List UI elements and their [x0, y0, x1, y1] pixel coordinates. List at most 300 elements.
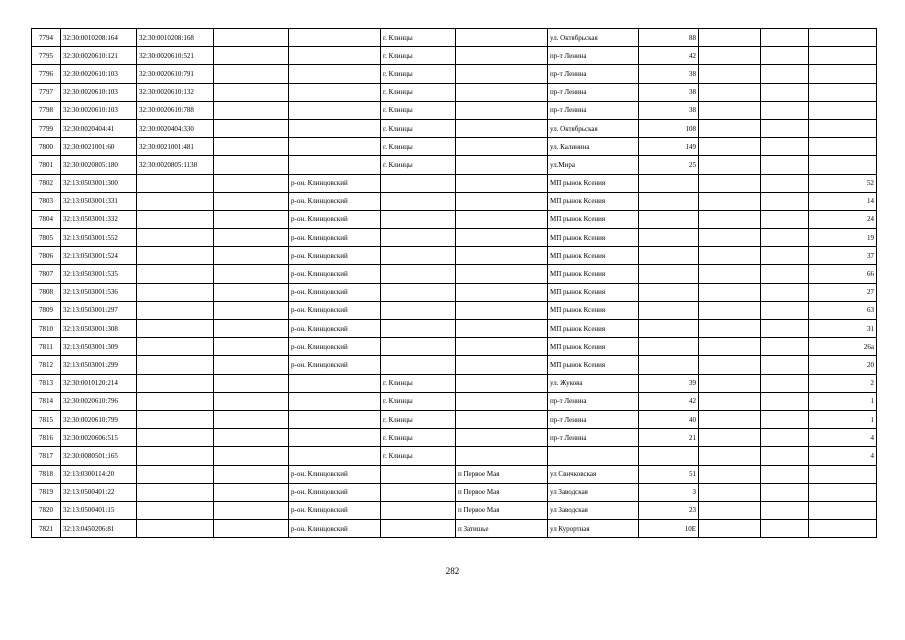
- cell-field-4: [214, 392, 289, 410]
- cell-row-number: 7808: [32, 283, 61, 301]
- cell-field-12: 26а: [809, 338, 877, 356]
- cell-cadastral-number-2: 32:30:0020805:1138: [137, 156, 214, 174]
- cell-settlement: [456, 338, 548, 356]
- cell-row-number: 7806: [32, 247, 61, 265]
- cell-field-4: [214, 192, 289, 210]
- cell-field-11: [761, 392, 809, 410]
- cell-row-number: 7810: [32, 320, 61, 338]
- cell-house-number: 25: [639, 156, 699, 174]
- cell-field-10: [699, 65, 761, 83]
- cell-district: р-он. Клинцовский: [289, 483, 381, 501]
- cell-field-12: 66: [809, 265, 877, 283]
- cell-district: [289, 65, 381, 83]
- cell-cadastral-number-2: [137, 174, 214, 192]
- cell-field-11: [761, 374, 809, 392]
- cell-row-number: 7800: [32, 138, 61, 156]
- cell-street: ул Курортная: [548, 520, 639, 538]
- cell-district: р-он. Клинцовский: [289, 320, 381, 338]
- cell-cadastral-number: 32:30:0020610:103: [61, 65, 137, 83]
- cell-house-number: [639, 338, 699, 356]
- cell-house-number: 3: [639, 483, 699, 501]
- cell-house-number: 149: [639, 138, 699, 156]
- cell-field-4: [214, 429, 289, 447]
- table-row: [32, 83, 877, 101]
- cell-district: р-он. Клинцовский: [289, 501, 381, 519]
- cell-district: р-он. Клинцовский: [289, 192, 381, 210]
- cell-cadastral-number: 32:13:0503001:299: [61, 356, 137, 374]
- cell-field-12: [809, 65, 877, 83]
- cell-settlement: [456, 83, 548, 101]
- cell-field-12: 1: [809, 410, 877, 428]
- cell-row-number: 7818: [32, 465, 61, 483]
- cell-house-number: [639, 356, 699, 374]
- cell-field-11: [761, 156, 809, 174]
- cell-street: ул.Мира: [548, 156, 639, 174]
- table-row: [32, 429, 877, 447]
- cell-cadastral-number-2: [137, 520, 214, 538]
- cell-settlement: п Затишье: [456, 520, 548, 538]
- cell-city: [381, 229, 456, 247]
- cell-house-number: 40: [639, 410, 699, 428]
- cell-field-4: [214, 229, 289, 247]
- table-row: [32, 229, 877, 247]
- cell-field-10: [699, 229, 761, 247]
- cell-house-number: 10Е: [639, 520, 699, 538]
- cell-field-4: [214, 320, 289, 338]
- cell-field-10: [699, 156, 761, 174]
- cell-field-11: [761, 138, 809, 156]
- cell-field-11: [761, 447, 809, 465]
- table-row: [32, 210, 877, 228]
- cell-cadastral-number: 32:13:0503001:308: [61, 320, 137, 338]
- cell-field-10: [699, 356, 761, 374]
- cell-cadastral-number: 32:30:0020610:103: [61, 101, 137, 119]
- cell-district: р-он. Клинцовский: [289, 265, 381, 283]
- cell-house-number: [639, 301, 699, 319]
- cell-field-4: [214, 410, 289, 428]
- cell-field-11: [761, 247, 809, 265]
- cell-house-number: 38: [639, 83, 699, 101]
- cell-settlement: [456, 247, 548, 265]
- cell-street: пр-т Ленина: [548, 101, 639, 119]
- cell-field-10: [699, 210, 761, 228]
- cell-city: [381, 483, 456, 501]
- cell-cadastral-number-2: [137, 374, 214, 392]
- cell-field-11: [761, 119, 809, 137]
- cell-cadastral-number-2: 32:30:0020610:788: [137, 101, 214, 119]
- cell-settlement: [456, 447, 548, 465]
- cell-cadastral-number-2: [137, 501, 214, 519]
- cell-district: [289, 392, 381, 410]
- cell-field-11: [761, 301, 809, 319]
- cell-cadastral-number-2: [137, 210, 214, 228]
- cell-field-11: [761, 229, 809, 247]
- cell-cadastral-number: 32:30:0020805:180: [61, 156, 137, 174]
- cell-settlement: [456, 29, 548, 47]
- cell-cadastral-number-2: [137, 338, 214, 356]
- cell-cadastral-number: 32:13:0450206:81: [61, 520, 137, 538]
- cell-field-11: [761, 192, 809, 210]
- cell-field-12: [809, 29, 877, 47]
- cell-field-10: [699, 501, 761, 519]
- cell-settlement: [456, 101, 548, 119]
- cell-cadastral-number-2: 32:30:0020610:521: [137, 47, 214, 65]
- cell-settlement: [456, 374, 548, 392]
- cell-row-number: 7797: [32, 83, 61, 101]
- cell-row-number: 7807: [32, 265, 61, 283]
- cell-cadastral-number: 32:30:0020610:103: [61, 83, 137, 101]
- table-row: [32, 119, 877, 137]
- cell-field-4: [214, 247, 289, 265]
- table-row: [32, 320, 877, 338]
- cell-settlement: [456, 356, 548, 374]
- cell-field-12: 27: [809, 283, 877, 301]
- cell-settlement: [456, 320, 548, 338]
- table-row: [32, 410, 877, 428]
- cell-house-number: [639, 265, 699, 283]
- page-number: 282: [445, 566, 460, 576]
- cell-city: г. Клинцы: [381, 83, 456, 101]
- cell-street: МП рынок Ксения: [548, 247, 639, 265]
- cell-city: [381, 283, 456, 301]
- cell-street: ул. Калинина: [548, 138, 639, 156]
- cell-row-number: 7804: [32, 210, 61, 228]
- cell-cadastral-number: 32:30:0080501:165: [61, 447, 137, 465]
- cell-city: [381, 174, 456, 192]
- cell-city: г. Клинцы: [381, 429, 456, 447]
- cell-settlement: [456, 119, 548, 137]
- cell-field-10: [699, 192, 761, 210]
- cell-district: [289, 138, 381, 156]
- cell-field-4: [214, 138, 289, 156]
- cell-row-number: 7795: [32, 47, 61, 65]
- cell-house-number: [639, 320, 699, 338]
- cell-house-number: 42: [639, 392, 699, 410]
- cell-street: МП рынок Ксения: [548, 338, 639, 356]
- cell-cadastral-number: 32:13:0503001:536: [61, 283, 137, 301]
- cell-field-10: [699, 174, 761, 192]
- cell-field-10: [699, 410, 761, 428]
- cell-field-10: [699, 247, 761, 265]
- cell-field-4: [214, 465, 289, 483]
- table-row: [32, 101, 877, 119]
- cell-district: [289, 119, 381, 137]
- cell-house-number: 108: [639, 119, 699, 137]
- cell-row-number: 7805: [32, 229, 61, 247]
- cell-row-number: 7802: [32, 174, 61, 192]
- cell-field-4: [214, 520, 289, 538]
- cell-field-10: [699, 320, 761, 338]
- cell-field-4: [214, 210, 289, 228]
- cell-row-number: 7821: [32, 520, 61, 538]
- cell-cadastral-number-2: [137, 301, 214, 319]
- cell-settlement: [456, 283, 548, 301]
- cell-district: р-он. Клинцовский: [289, 356, 381, 374]
- cell-street: МП рынок Ксения: [548, 265, 639, 283]
- cell-street: МП рынок Ксения: [548, 229, 639, 247]
- table-row: [32, 356, 877, 374]
- cell-field-11: [761, 83, 809, 101]
- cell-street: МП рынок Ксения: [548, 174, 639, 192]
- cell-field-11: [761, 283, 809, 301]
- cell-field-4: [214, 174, 289, 192]
- cell-field-10: [699, 483, 761, 501]
- cell-field-4: [214, 301, 289, 319]
- cell-field-12: 19: [809, 229, 877, 247]
- cell-settlement: [456, 192, 548, 210]
- cell-field-11: [761, 210, 809, 228]
- cell-cadastral-number: 32:30:0010120:214: [61, 374, 137, 392]
- cell-city: [381, 465, 456, 483]
- cell-field-11: [761, 465, 809, 483]
- cell-settlement: [456, 156, 548, 174]
- cell-street: МП рынок Ксения: [548, 192, 639, 210]
- cell-row-number: 7798: [32, 101, 61, 119]
- cell-row-number: 7816: [32, 429, 61, 447]
- cell-field-4: [214, 447, 289, 465]
- cell-field-4: [214, 47, 289, 65]
- cell-row-number: 7803: [32, 192, 61, 210]
- cell-house-number: 51: [639, 465, 699, 483]
- cell-cadastral-number: 32:13:0503001:535: [61, 265, 137, 283]
- cell-district: р-он. Клинцовский: [289, 283, 381, 301]
- cell-city: [381, 356, 456, 374]
- cell-house-number: [639, 229, 699, 247]
- cell-street: МП рынок Ксения: [548, 283, 639, 301]
- cell-city: [381, 192, 456, 210]
- cell-cadastral-number-2: [137, 429, 214, 447]
- cell-city: [381, 320, 456, 338]
- cell-field-11: [761, 429, 809, 447]
- table-row: [32, 156, 877, 174]
- cell-settlement: [456, 210, 548, 228]
- cell-house-number: 38: [639, 101, 699, 119]
- cell-field-10: [699, 520, 761, 538]
- cell-field-10: [699, 47, 761, 65]
- cell-house-number: [639, 283, 699, 301]
- cell-cadastral-number-2: [137, 483, 214, 501]
- cell-settlement: п Первое Мая: [456, 483, 548, 501]
- table-row: [32, 520, 877, 538]
- table-row: [32, 465, 877, 483]
- cell-settlement: [456, 47, 548, 65]
- cell-field-11: [761, 265, 809, 283]
- cell-street: пр-т Ленина: [548, 429, 639, 447]
- cell-field-11: [761, 483, 809, 501]
- cell-cadastral-number: 32:30:0010208:164: [61, 29, 137, 47]
- table-row: [32, 138, 877, 156]
- cell-city: г. Клинцы: [381, 138, 456, 156]
- cell-city: г. Клинцы: [381, 29, 456, 47]
- cell-district: р-он. Клинцовский: [289, 174, 381, 192]
- cell-field-10: [699, 447, 761, 465]
- cell-field-10: [699, 29, 761, 47]
- cell-field-4: [214, 265, 289, 283]
- cell-city: [381, 501, 456, 519]
- cell-city: г. Клинцы: [381, 65, 456, 83]
- table-row: [32, 374, 877, 392]
- cell-field-11: [761, 338, 809, 356]
- table-row: [32, 174, 877, 192]
- cell-house-number: 21: [639, 429, 699, 447]
- cell-field-12: [809, 83, 877, 101]
- cell-cadastral-number: 32:13:0503001:332: [61, 210, 137, 228]
- cell-field-4: [214, 356, 289, 374]
- table-row: [32, 65, 877, 83]
- cell-field-10: [699, 338, 761, 356]
- cell-row-number: 7813: [32, 374, 61, 392]
- cell-district: р-он. Клинцовский: [289, 229, 381, 247]
- cell-field-12: [809, 483, 877, 501]
- cell-house-number: 88: [639, 29, 699, 47]
- cell-field-10: [699, 283, 761, 301]
- cell-field-11: [761, 47, 809, 65]
- cell-field-12: 52: [809, 174, 877, 192]
- cell-settlement: п Первое Мая: [456, 501, 548, 519]
- cell-field-11: [761, 410, 809, 428]
- cell-settlement: [456, 174, 548, 192]
- cell-field-11: [761, 520, 809, 538]
- table-row: [32, 501, 877, 519]
- cell-field-10: [699, 83, 761, 101]
- cell-street: ул. Октябрьская: [548, 29, 639, 47]
- cell-field-12: [809, 47, 877, 65]
- cell-city: г. Клинцы: [381, 374, 456, 392]
- table-body: [32, 29, 877, 538]
- cell-cadastral-number-2: [137, 265, 214, 283]
- cell-city: г. Клинцы: [381, 156, 456, 174]
- cell-house-number: [639, 447, 699, 465]
- cell-city: [381, 301, 456, 319]
- cell-field-12: [809, 101, 877, 119]
- cell-house-number: [639, 247, 699, 265]
- cell-cadastral-number: 32:13:0503001:300: [61, 174, 137, 192]
- cell-city: [381, 520, 456, 538]
- cell-district: [289, 410, 381, 428]
- registry-table: [31, 28, 877, 538]
- cell-field-10: [699, 119, 761, 137]
- cell-city: г. Клинцы: [381, 101, 456, 119]
- cell-field-12: 4: [809, 447, 877, 465]
- cell-cadastral-number-2: [137, 320, 214, 338]
- cell-street: МП рынок Ксения: [548, 301, 639, 319]
- cell-settlement: [456, 229, 548, 247]
- cell-field-4: [214, 83, 289, 101]
- cell-district: [289, 29, 381, 47]
- cell-city: г. Клинцы: [381, 392, 456, 410]
- cell-district: [289, 83, 381, 101]
- cell-district: р-он. Клинцовский: [289, 338, 381, 356]
- cell-street: пр-т Ленина: [548, 65, 639, 83]
- cell-field-10: [699, 301, 761, 319]
- cell-house-number: [639, 174, 699, 192]
- cell-cadastral-number: 32:13:0503001:309: [61, 338, 137, 356]
- table-row: [32, 447, 877, 465]
- cell-cadastral-number: 32:30:0020610:799: [61, 410, 137, 428]
- table-row: [32, 392, 877, 410]
- cell-street: пр-т Ленина: [548, 47, 639, 65]
- cell-field-4: [214, 501, 289, 519]
- cell-field-12: 2: [809, 374, 877, 392]
- cell-field-4: [214, 65, 289, 83]
- cell-field-12: 14: [809, 192, 877, 210]
- cell-district: р-он. Клинцовский: [289, 301, 381, 319]
- cell-street: МП рынок Ксения: [548, 356, 639, 374]
- cell-cadastral-number: 32:30:0020404:41: [61, 119, 137, 137]
- cell-district: [289, 374, 381, 392]
- cell-field-10: [699, 138, 761, 156]
- cell-field-4: [214, 283, 289, 301]
- cell-city: [381, 247, 456, 265]
- cell-city: [381, 338, 456, 356]
- cell-cadastral-number-2: [137, 283, 214, 301]
- cell-row-number: 7811: [32, 338, 61, 356]
- cell-field-11: [761, 65, 809, 83]
- cell-field-12: 20: [809, 356, 877, 374]
- cell-row-number: 7819: [32, 483, 61, 501]
- table-row: [32, 283, 877, 301]
- cell-field-10: [699, 429, 761, 447]
- cell-settlement: [456, 392, 548, 410]
- cell-district: [289, 447, 381, 465]
- cell-row-number: 7809: [32, 301, 61, 319]
- cell-cadastral-number: 32:30:0021001:60: [61, 138, 137, 156]
- cell-field-12: [809, 520, 877, 538]
- cell-settlement: [456, 301, 548, 319]
- cell-street: ул. Октябрьская: [548, 119, 639, 137]
- cell-field-12: 63: [809, 301, 877, 319]
- cell-city: г. Клинцы: [381, 410, 456, 428]
- cell-cadastral-number-2: [137, 356, 214, 374]
- cell-cadastral-number-2: [137, 465, 214, 483]
- cell-district: р-он. Клинцовский: [289, 520, 381, 538]
- cell-cadastral-number: 32:30:0020610:121: [61, 47, 137, 65]
- cell-field-10: [699, 101, 761, 119]
- cell-district: [289, 156, 381, 174]
- cell-settlement: [456, 429, 548, 447]
- cell-street: ул Заводская: [548, 483, 639, 501]
- cell-field-12: [809, 465, 877, 483]
- cell-street: пр-т Ленина: [548, 83, 639, 101]
- cell-field-12: [809, 138, 877, 156]
- cell-cadastral-number-2: 32:30:0021001:481: [137, 138, 214, 156]
- cell-field-12: [809, 501, 877, 519]
- cell-field-11: [761, 356, 809, 374]
- table-row: [32, 265, 877, 283]
- cell-cadastral-number-2: 32:30:0010208:168: [137, 29, 214, 47]
- cell-cadastral-number-2: 32:30:0020610:791: [137, 65, 214, 83]
- cell-settlement: [456, 65, 548, 83]
- cell-city: [381, 210, 456, 228]
- cell-field-10: [699, 374, 761, 392]
- cell-row-number: 7814: [32, 392, 61, 410]
- cell-cadastral-number: 32:13:0500401:22: [61, 483, 137, 501]
- cell-cadastral-number-2: 32:30:0020404:330: [137, 119, 214, 137]
- cell-field-11: [761, 29, 809, 47]
- cell-district: р-он. Клинцовский: [289, 465, 381, 483]
- cell-street: пр-т Ленина: [548, 410, 639, 428]
- cell-field-4: [214, 119, 289, 137]
- table-row: [32, 47, 877, 65]
- cell-field-12: [809, 156, 877, 174]
- cell-settlement: [456, 138, 548, 156]
- cell-street: пр-т Ленина: [548, 392, 639, 410]
- cell-settlement: [456, 265, 548, 283]
- cell-field-11: [761, 320, 809, 338]
- cell-cadastral-number: 32:13:0300114:20: [61, 465, 137, 483]
- cell-row-number: 7799: [32, 119, 61, 137]
- table-row: [32, 483, 877, 501]
